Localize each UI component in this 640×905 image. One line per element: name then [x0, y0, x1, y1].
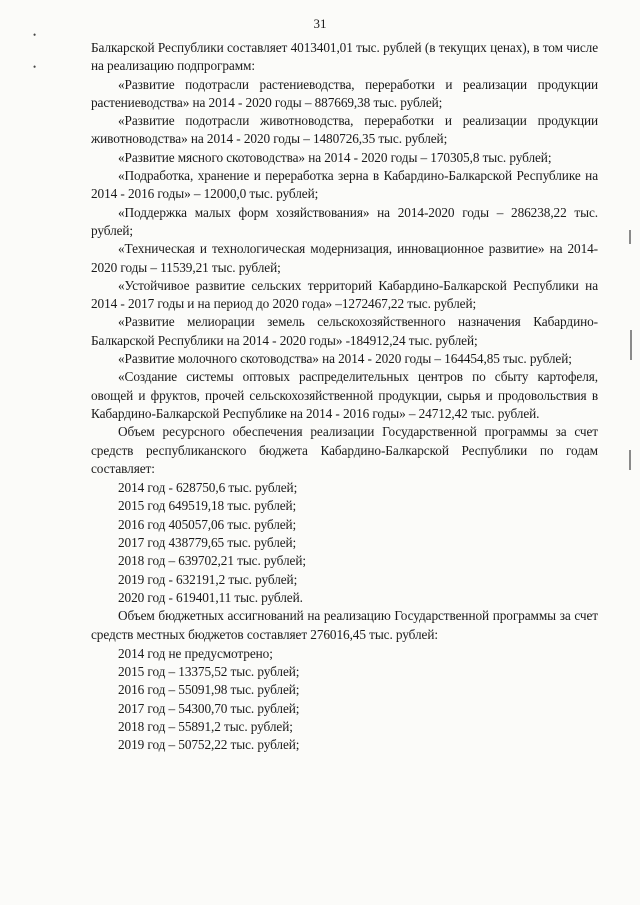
paragraph: Объем ресурсного обеспечения реализации Государственной программы за счет средств республиканского бюджета Кабардино-Балкарской Республики по годам составляет:	[91, 424, 598, 476]
scan-artifact	[630, 330, 632, 360]
local-year-line: 2017 год – 54300,70 тыс. рублей;	[118, 700, 300, 716]
local-year-line: 2014 год не предусмотрено;	[118, 645, 273, 661]
republic-year-line: 2015 год 649519,18 тыс. рублей;	[118, 498, 297, 514]
paragraph-list	[91, 39, 598, 478]
paragraph: Балкарской Республики составляет 4013401,01 тыс. рублей (в текущих ценах), в том числе на реализацию подпрограмм:	[91, 40, 598, 74]
republic-budget-years	[91, 479, 598, 607]
republic-year-line: 2016 год 405057,06 тыс. рублей;	[118, 516, 297, 532]
local-year-line: 2015 год – 13375,52 тыс. рублей;	[118, 664, 300, 680]
document-body	[91, 39, 598, 755]
local-budget-years	[91, 645, 598, 755]
margin-mark: •	[33, 62, 37, 72]
paragraph: «Развитие мелиорации земель сельскохозяйственного назначения Кабардино-Балкарской Республики на 2014 - 2020 годы» -184912,24 тыс. рублей;	[91, 314, 598, 348]
republic-year-line: 2014 год - 628750,6 тыс. рублей;	[118, 480, 298, 496]
republic-year-line: 2018 год – 639702,21 тыс. рублей;	[118, 553, 306, 569]
margin-mark: •	[33, 30, 37, 40]
page-number: 31	[313, 16, 327, 31]
local-year-line: 2018 год – 55891,2 тыс. рублей;	[118, 718, 293, 734]
local-year-line: 2019 год – 50752,22 тыс. рублей;	[118, 737, 300, 753]
paragraph: «Развитие подотрасли животноводства, переработки и реализации продукции животноводства» на 2014 - 2020 годы – 1480726,35 тыс. рублей;	[91, 113, 598, 147]
paragraph: «Поддержка малых форм хозяйствования» на 2014-2020 годы – 286238,22 тыс. рублей;	[91, 204, 598, 238]
republic-year-line: 2017 год 438779,65 тыс. рублей;	[118, 535, 297, 551]
paragraph: «Подработка, хранение и переработка зерна в Кабардино-Балкарской Республике на 2014 - 2016 годы» – 12000,0 тыс. рублей;	[91, 168, 598, 202]
paragraph: «Техническая и технологическая модернизация, инновационное развитие» на 2014-2020 годы – 11539,21 тыс. рублей;	[91, 241, 598, 275]
paragraph: «Развитие подотрасли растениеводства, переработки и реализации продукции растениеводства» на 2014 - 2020 годы – 887669,38 тыс. рублей;	[91, 76, 598, 110]
scan-artifact	[629, 450, 631, 470]
paragraph: «Развитие мясного скотоводства» на 2014 - 2020 годы – 170305,8 тыс. рублей;	[118, 149, 552, 165]
local-budget-paragraph: Объем бюджетных ассигнований на реализацию Государственной программы за счет средств местных бюджетов составляет 276016,45 тыс. рублей:	[91, 608, 598, 642]
paragraph: «Развитие молочного скотоводства» на 2014 - 2020 годы – 164454,85 тыс. рублей;	[118, 351, 572, 367]
paragraph: «Создание системы оптовых распределительных центров по сбыту картофеля, овощей и фруктов, прочей сельскохозяйственной продукции, сырья и продовольствия в Кабардино-Балкарской Республике на 2014 - 2016 годы» – 24712,42 тыс. рублей.	[91, 369, 598, 421]
paragraph: «Устойчивое развитие сельских территорий Кабардино-Балкарской Республики на 2014 - 2017 годы и на период до 2020 года» –1272467,22 тыс. рублей;	[91, 277, 598, 312]
local-year-line: 2016 год – 55091,98 тыс. рублей;	[118, 682, 300, 698]
republic-year-line: 2019 год - 632191,2 тыс. рублей;	[118, 571, 298, 587]
scan-artifact	[629, 230, 631, 244]
republic-year-line: 2020 год - 619401,11 тыс. рублей.	[118, 589, 303, 605]
